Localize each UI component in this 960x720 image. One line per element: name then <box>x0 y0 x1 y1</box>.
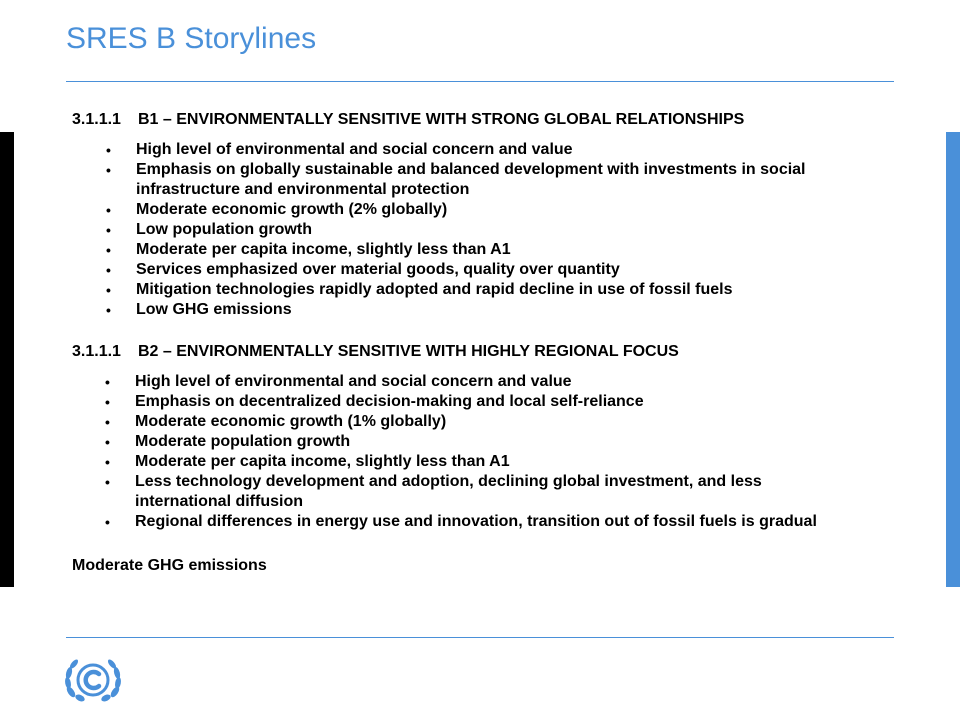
section-title: B1 – ENVIRONMENTALLY SENSITIVE WITH STRONG GLOBAL RELATIONSHIPS <box>138 111 745 128</box>
bullet-list <box>72 140 862 320</box>
slide-content <box>72 110 862 592</box>
list-item <box>106 200 862 220</box>
section-b2 <box>72 342 862 532</box>
list-item <box>106 160 862 200</box>
section-number: 3.1.1.1 <box>72 111 121 128</box>
bullet-icon: • <box>106 162 111 178</box>
bullet-icon: • <box>105 434 110 450</box>
list-item <box>106 260 862 280</box>
list-item-text: Low population growth <box>136 221 312 238</box>
bullet-icon: • <box>106 302 111 318</box>
bullet-icon: • <box>105 394 110 410</box>
list-item-text: Less technology development and adoption, declining global investment, and less international diffusion <box>135 473 762 510</box>
bullet-icon: • <box>105 374 110 390</box>
list-item-text: Emphasis on decentralized decision-making and local self-reliance <box>135 393 644 410</box>
bullet-icon: • <box>105 414 110 430</box>
section-heading <box>72 342 862 362</box>
right-edge-bar <box>946 132 960 587</box>
bullet-icon: • <box>106 242 111 258</box>
list-item-text: Moderate economic growth (1% globally) <box>135 413 447 430</box>
top-divider <box>66 81 894 82</box>
list-item-text: Services emphasized over material goods, quality over quantity <box>136 261 620 278</box>
section-b1 <box>72 110 862 320</box>
list-item-text: High level of environmental and social concern and value <box>135 373 572 390</box>
list-item-text: Low GHG emissions <box>136 301 292 318</box>
list-item-text: Moderate per capita income, slightly less than A1 <box>136 241 511 258</box>
bullet-icon: • <box>106 142 111 158</box>
list-item <box>105 372 862 392</box>
list-item-text: High level of environmental and social concern and value <box>136 141 573 158</box>
left-edge-bar <box>0 132 14 587</box>
bullet-icon: • <box>105 474 110 490</box>
list-item <box>106 300 862 320</box>
slide-title: SRES B Storylines <box>66 22 317 55</box>
list-item <box>106 280 862 300</box>
bottom-divider <box>66 637 894 638</box>
bullet-icon: • <box>106 262 111 278</box>
list-item-text: Moderate population growth <box>135 433 351 450</box>
bullet-icon: • <box>105 514 110 530</box>
closing-line: Moderate GHG emissions <box>72 557 267 574</box>
section-number: 3.1.1.1 <box>72 343 121 360</box>
bullet-icon: • <box>105 454 110 470</box>
bullet-icon: • <box>106 282 111 298</box>
ipcc-logo-icon <box>62 654 124 706</box>
bullet-list <box>72 372 862 532</box>
list-item <box>105 512 862 532</box>
section-title: B2 – ENVIRONMENTALLY SENSITIVE WITH HIGHLY REGIONAL FOCUS <box>138 343 679 360</box>
list-item-text: Moderate per capita income, slightly less than A1 <box>135 453 510 470</box>
bullet-icon: • <box>106 222 111 238</box>
bullet-icon: • <box>106 202 111 218</box>
list-item <box>106 140 862 160</box>
list-item-text: Mitigation technologies rapidly adopted and rapid decline in use of fossil fuels <box>136 281 733 298</box>
list-item <box>105 412 862 432</box>
list-item <box>106 240 862 260</box>
list-item <box>105 392 862 412</box>
list-item-text: Emphasis on globally sustainable and balanced development with investments in social infrastructure and environmental protection <box>136 161 806 198</box>
list-item <box>105 472 862 512</box>
list-item-text: Regional differences in energy use and innovation, transition out of fossil fuels is gradual <box>135 513 817 530</box>
list-item <box>105 452 862 472</box>
section-heading <box>72 110 862 130</box>
list-item-text: Moderate economic growth (2% globally) <box>136 201 448 218</box>
list-item <box>106 220 862 240</box>
list-item <box>105 432 862 452</box>
